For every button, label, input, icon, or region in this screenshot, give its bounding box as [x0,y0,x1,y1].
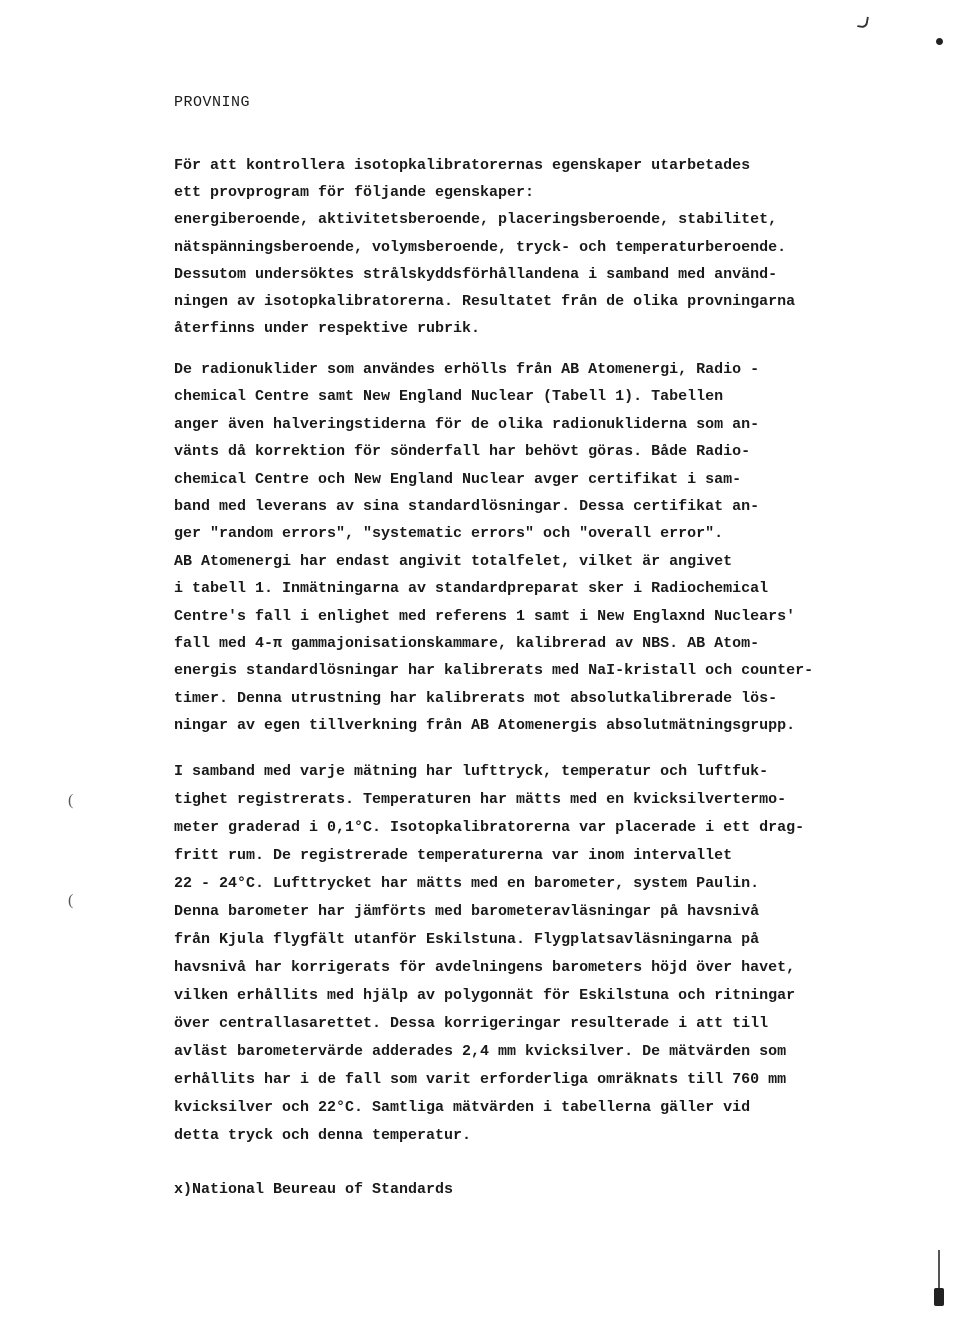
paragraph-line: havsnivå har korrigerats för avdelningens barometers höjd över havet, [174,959,796,976]
footnote: x)National Beureau of Standards [174,1181,454,1198]
paragraph-line: fritt rum. De registrerade temperaturerna var inom intervallet [174,847,733,864]
paragraph-line: nätspänningsberoende, volymsberoende, tryck- och temperaturberoende. [174,238,787,256]
margin-mark: ( [68,792,74,809]
paragraph-line: ningen av isotopkalibratorerna. Resultatet från de olika provningarna [174,293,796,311]
paragraph-line: från Kjula flygfält utanför Eskilstuna. Flygplatsavläsningarna på [174,931,760,948]
paragraph-line: över centrallasarettet. Dessa korrigeringar resulterade i att till [174,1015,769,1032]
paragraph-radionuclides [174,356,874,740]
paragraph-line: ett provprogram för följande egenskaper: [174,184,535,202]
binder-mark [934,1250,944,1306]
section-heading: PROVNING [174,94,251,111]
paragraph-line: Dessutom undersöktes strålskyddsförhållandena i samband med använd- [174,265,778,283]
ink-mark-corner [857,15,869,29]
paragraph-line: återfinns under respektive rubrik. [174,320,481,338]
paragraph-line: Denna barometer har jämförts med barometeravläsningar på havsnivå [174,903,760,920]
margin-mark: ( [68,892,74,909]
paragraph-line: anger även halveringstiderna för de olika radionukliderna som an- [174,415,760,433]
paragraph-line: meter graderad i 0,1°C. Isotopkalibratorerna var placerade i ett drag- [174,819,805,836]
paragraph-line: i tabell 1. Inmätningarna av standardpreparat sker i Radiochemical [174,580,769,598]
paragraph-line: avläst barometervärde adderades 2,4 mm kvicksilver. De mätvärden som [174,1043,787,1060]
paragraph-line: I samband med varje mätning har lufttryck, temperatur och luftfuk- [174,763,769,780]
paragraph-line: ger "random errors", "systematic errors" och "overall error". [174,525,724,543]
paragraph-line: energis standardlösningar har kalibrerats med NaI-kristall och counter- [174,662,814,680]
paragraph-line: timer. Denna utrustning har kalibrerats mot absolutkalibrerade lös- [174,689,778,707]
paragraph-line: detta tryck och denna temperatur. [174,1127,472,1144]
ink-dot-corner [936,38,943,45]
paragraph-line: chemical Centre och New England Nuclear avger certifikat i sam- [174,470,742,488]
paragraph-intro [174,152,874,342]
paragraph-line: De radionuklider som användes erhölls från AB Atomenergi, Radio - [174,361,760,378]
paragraph-line: chemical Centre samt New England Nuclear (Tabell 1). Tabellen [174,388,724,406]
paragraph-line: 22 - 24°C. Lufttrycket har mätts med en barometer, system Paulin. [174,875,760,892]
paragraph-line: Centre's fall i enlighet med referens 1 samt i New Englaxnd Nuclears' [174,607,796,625]
paragraph-measurement [174,758,874,1150]
paragraph-line: vänts då korrektion för sönderfall har behövt göras. Både Radio- [174,443,751,461]
binder-mark-foot [934,1288,944,1306]
paragraph-line: vilken erhållits med hjälp av polygonnät för Eskilstuna och ritningar [174,987,796,1004]
paragraph-line: fall med 4-π gammajonisationskammare, kalibrerad av NBS. AB Atom- [174,635,760,653]
paragraph-line: kvicksilver och 22°C. Samtliga mätvärden i tabellerna gäller vid [174,1099,751,1116]
paragraph-line: tighet registrerats. Temperaturen har mätts med en kvicksilvertermo- [174,791,787,808]
paragraph-line: band med leverans av sina standardlösningar. Dessa certifikat an- [174,498,760,516]
paragraph-line: AB Atomenergi har endast angivit totalfelet, vilket är angivet [174,552,733,570]
paragraph-line: För att kontrollera isotopkalibratorernas egenskaper utarbetades [174,157,751,174]
paragraph-line: energiberoende, aktivitetsberoende, placeringsberoende, stabilitet, [174,211,778,229]
binder-mark-stem [938,1250,940,1290]
paragraph-line: ningar av egen tillverkning från AB Atomenergis absolutmätningsgrupp. [174,717,796,735]
paragraph-line: erhållits har i de fall som varit erforderliga omräknats till 760 mm [174,1071,787,1088]
